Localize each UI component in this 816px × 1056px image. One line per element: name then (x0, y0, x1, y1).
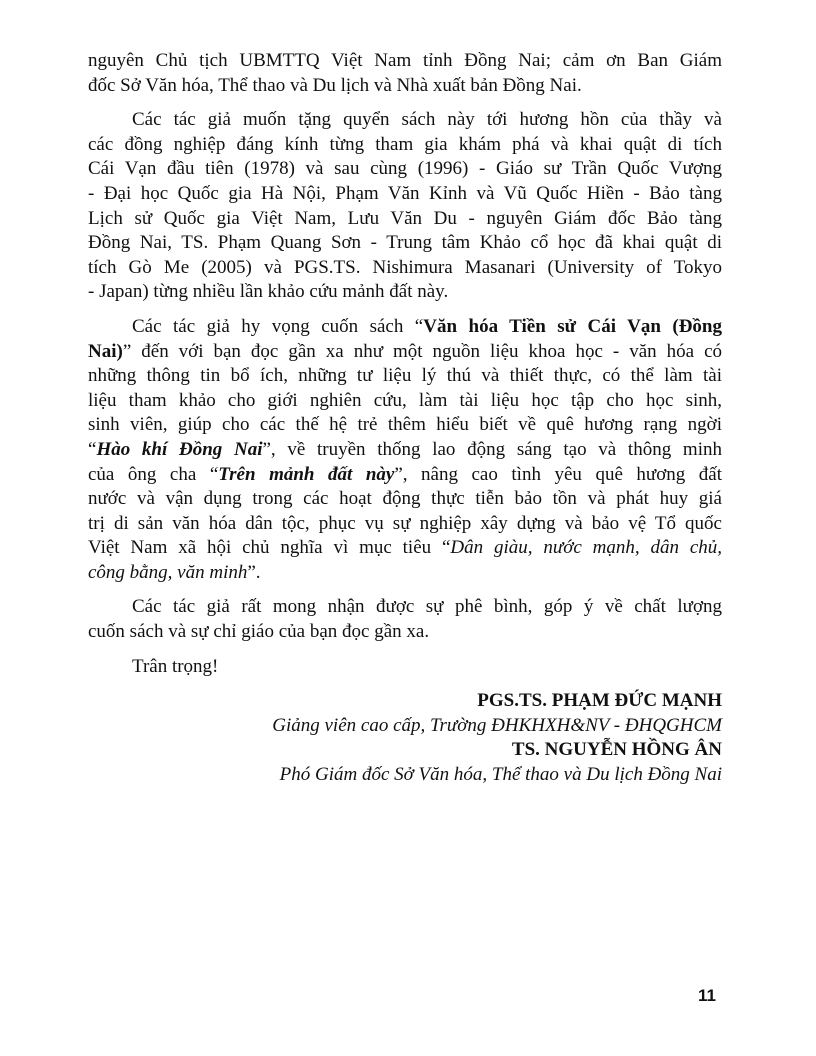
text-line (88, 231, 722, 256)
page-body (88, 49, 722, 788)
body-text (88, 49, 722, 679)
text-run: trị di sản văn hóa dân tộc, phục vụ sự nghiệp xây dựng và bảo vệ Tổ quốc (88, 512, 722, 534)
text-run: Các tác giả muốn tặng quyển sách này tới hương hồn của thầy và (132, 109, 722, 131)
text-run: Đồng Nai, TS. Phạm Quang Sơn - Trung tâm Khảo cổ học đã khai quật di (88, 232, 722, 254)
text-run: Việt Nam xã hội chủ nghĩa vì mục tiêu “ (88, 537, 451, 559)
text-run: sinh viên, giúp cho các thế hệ trẻ thêm hiểu biết về quê hương rạng ngời (88, 414, 722, 436)
text-line (88, 487, 722, 512)
text-line (88, 463, 722, 488)
text-line (88, 413, 722, 438)
emphasis-text: Văn hóa Tiền sử Cái Vạn (Đồng (423, 315, 722, 337)
text-line (88, 438, 722, 463)
text-run: nước và vận dụng trong các hoạt động thực tiễn bảo tồn và phát huy giá (88, 488, 722, 510)
text-line (88, 340, 722, 365)
text-run: “ (88, 438, 97, 460)
text-line (88, 620, 722, 645)
text-line (88, 389, 722, 414)
text-run: ” đến với bạn đọc gần xa như một nguồn liệu khoa học - văn hóa có (122, 340, 722, 362)
text-line (88, 655, 722, 680)
text-run: của ông cha “ (88, 463, 219, 485)
emphasis-text: Trên mảnh đất này (218, 463, 395, 485)
text-run: ”. (247, 561, 261, 583)
text-line (88, 536, 722, 561)
emphasis-text: Hào khí Đồng Nai (96, 438, 263, 460)
paragraph (88, 108, 722, 305)
text-run: cuốn sách và sự chỉ giáo của bạn đọc gần xa. (88, 621, 430, 643)
text-line (88, 108, 722, 133)
paragraph (88, 315, 722, 586)
text-run: Các tác giả rất mong nhận được sự phê bình, góp ý về chất lượng (132, 596, 722, 618)
text-run: tích Gò Me (2005) và PGS.TS. Nishimura Masanari (University of Tokyo (88, 256, 722, 278)
text-run: liệu tham khảo cho giới nghiên cứu, làm tài liệu học tập cho học sinh, (88, 389, 722, 411)
text-run: các đồng nghiệp đáng kính từng tham gia khám phá và khai quật di tích (88, 133, 722, 155)
emphasis-text: công bằng, văn minh (88, 561, 248, 583)
signature-block (88, 689, 722, 787)
text-run: nguyên Chủ tịch UBMTTQ Việt Nam tỉnh Đồng Nai; cảm ơn Ban Giám (88, 50, 722, 71)
text-run: Cái Vạn đầu tiên (1978) và sau cùng (1996) - Giáo sư Trần Quốc Vượng (88, 158, 722, 180)
paragraph (88, 595, 722, 644)
text-line (88, 133, 722, 158)
text-line (88, 561, 722, 586)
text-run: - Đại học Quốc gia Hà Nội, Phạm Văn Kỉnh và Vũ Quốc Hiền - Bảo tàng (88, 182, 722, 204)
paragraph (88, 655, 722, 680)
text-run: ”, về truyền thống lao động sáng tạo và thông minh (262, 438, 722, 460)
text-run: đốc Sở Văn hóa, Thể thao và Du lịch và Nhà xuất bản Đồng Nai. (88, 74, 582, 96)
text-run: ”, nâng cao tình yêu quê hương đất (394, 463, 722, 485)
author-title: Giảng viên cao cấp, Trường ĐHKHXH&NV - ĐHQGHCM (272, 714, 722, 736)
text-line (88, 364, 722, 389)
emphasis-text: Dân giàu, nước mạnh, dân chủ, (450, 537, 723, 559)
author-name: PGS.TS. PHẠM ĐỨC MẠNH (477, 690, 722, 712)
author-name: TS. NGUYỄN HỒNG ÂN (511, 739, 722, 761)
text-line (88, 512, 722, 537)
text-line (88, 74, 722, 99)
emphasis-text: Nai) (88, 340, 123, 362)
text-line (88, 315, 722, 340)
paragraph (88, 49, 722, 98)
text-line (88, 207, 722, 232)
text-line (88, 595, 722, 620)
author-title: Phó Giám đốc Sở Văn hóa, Thể thao và Du lịch Đồng Nai (279, 764, 722, 786)
text-run: Trân trọng! (132, 655, 219, 677)
text-line (88, 182, 722, 207)
page-number: 11 (698, 986, 716, 1005)
text-run: - Japan) từng nhiều lần khảo cứu mảnh đất này. (88, 281, 449, 303)
text-line (88, 49, 722, 74)
text-run: Các tác giả hy vọng cuốn sách “ (132, 315, 424, 337)
text-line (88, 256, 722, 281)
text-line (88, 157, 722, 182)
text-line (88, 280, 722, 305)
text-run: những thông tin bổ ích, những tư liệu lý thú và thiết thực, có thể làm tài (88, 365, 722, 387)
text-run: Lịch sử Quốc gia Việt Nam, Lưu Văn Du - nguyên Giám đốc Bảo tàng (88, 207, 722, 229)
